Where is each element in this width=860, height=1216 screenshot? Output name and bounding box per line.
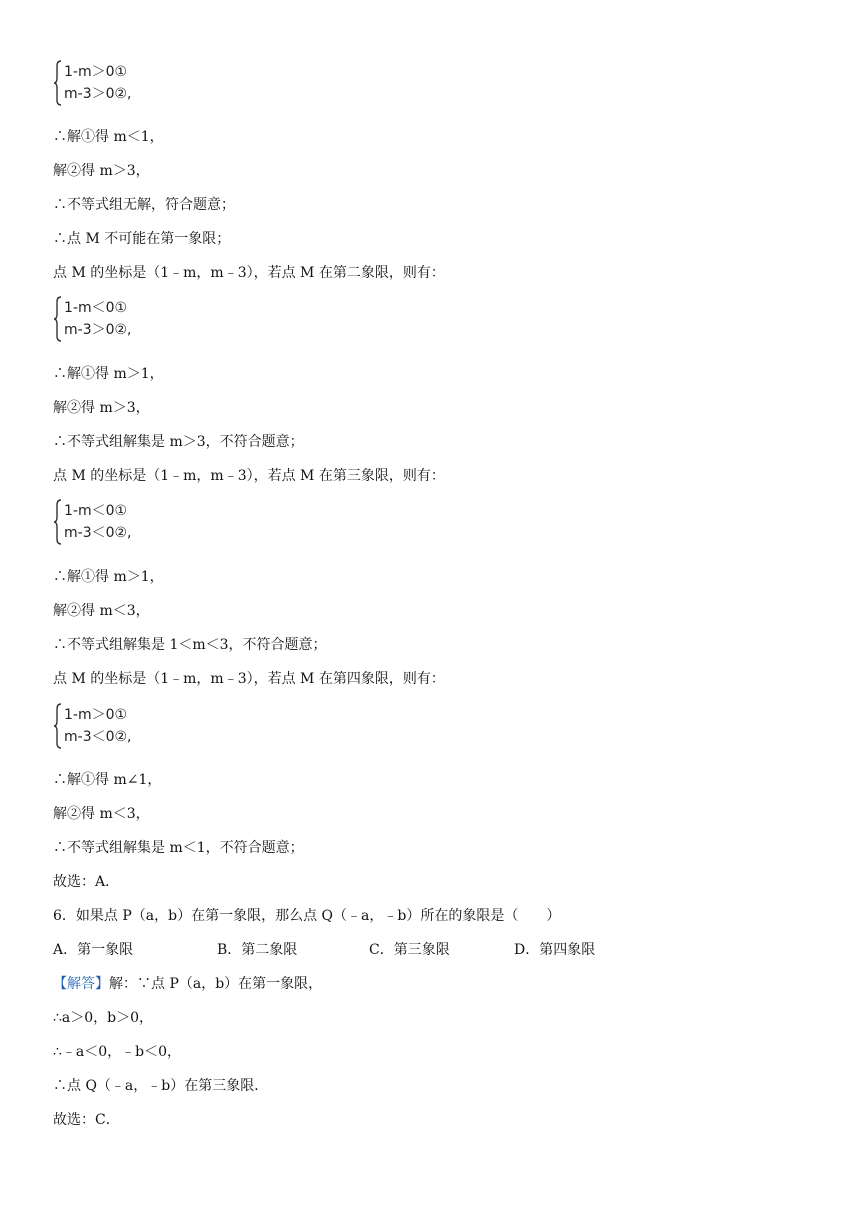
system-row-1: 1-m＞0① [64,707,128,723]
text-line: 解②得 m＞3， [53,163,150,179]
text-line: ∴不等式组无解，符合题意； [53,197,235,213]
option-b: B．第二象限 [217,942,298,958]
brace-icon [53,499,62,545]
text-line: ∴解①得 m＞1， [53,569,164,585]
text-line: 点 M 的坐标是（1﹣m，m﹣3），若点 M 在第四象限，则有： [53,671,445,687]
inequality-system-1 [53,60,173,106]
text-line: ∴解①得 m∠1， [53,772,162,788]
system-row-1: 1-m＜0① [64,503,128,519]
text-line: ∴不等式组解集是 1＜m＜3，不符合题意； [53,637,327,653]
text-line: ∴点 M 不可能在第一象限； [53,231,231,247]
system-row-2: m-3＞0②, [64,322,132,338]
text-line: 故选：C． [53,1112,120,1128]
text-line: ∴不等式组解集是 m＞3，不符合题意； [53,434,304,450]
system-row-2: m-3＜0②, [64,729,132,745]
text-line: 解②得 m＜3， [53,806,150,822]
text-line: ∴不等式组解集是 m＜1，不符合题意； [53,840,304,856]
text-line: ∴解①得 m＜1， [53,129,164,145]
answer-tag: 【解答】 [53,976,109,992]
text-line: 点 M 的坐标是（1﹣m，m﹣3），若点 M 在第二象限，则有： [53,265,445,281]
inequality-system-4 [53,703,173,749]
text-line: ∴a＞0，b＞0， [53,1010,154,1026]
option-d: D．第四象限 [514,942,596,958]
system-row-1: 1-m＞0① [64,64,128,80]
system-row-1: 1-m＜0① [64,300,128,316]
answer-text: 解：∵点 P（a，b）在第一象限， [109,976,323,992]
question-6: 6．如果点 P（a，b）在第一象限，那么点 Q（﹣a，﹣b）所在的象限是（ ） [53,908,561,924]
text-line: 故选：A． [53,874,120,890]
text-line: 解②得 m＜3， [53,603,150,619]
options-row [53,941,595,959]
answer-line [53,975,322,993]
system-row-2: m-3＜0②, [64,525,132,541]
option-c: C．第三象限 [369,942,450,958]
inequality-system-2 [53,296,173,342]
inequality-system-3 [53,499,173,545]
text-line: ∴点 Q（﹣a，﹣b）在第三象限． [53,1078,269,1094]
text-line: ∴﹣a＜0，﹣b＜0， [53,1044,182,1060]
brace-icon [53,703,62,749]
text-line: ∴解①得 m＞1， [53,366,164,382]
system-row-2: m-3＞0②, [64,86,132,102]
text-line: 点 M 的坐标是（1﹣m，m﹣3），若点 M 在第三象限，则有： [53,468,445,484]
option-a: A．第一象限 [53,942,134,958]
brace-icon [53,296,62,342]
text-line: 解②得 m＞3， [53,400,150,416]
brace-icon [53,60,62,106]
